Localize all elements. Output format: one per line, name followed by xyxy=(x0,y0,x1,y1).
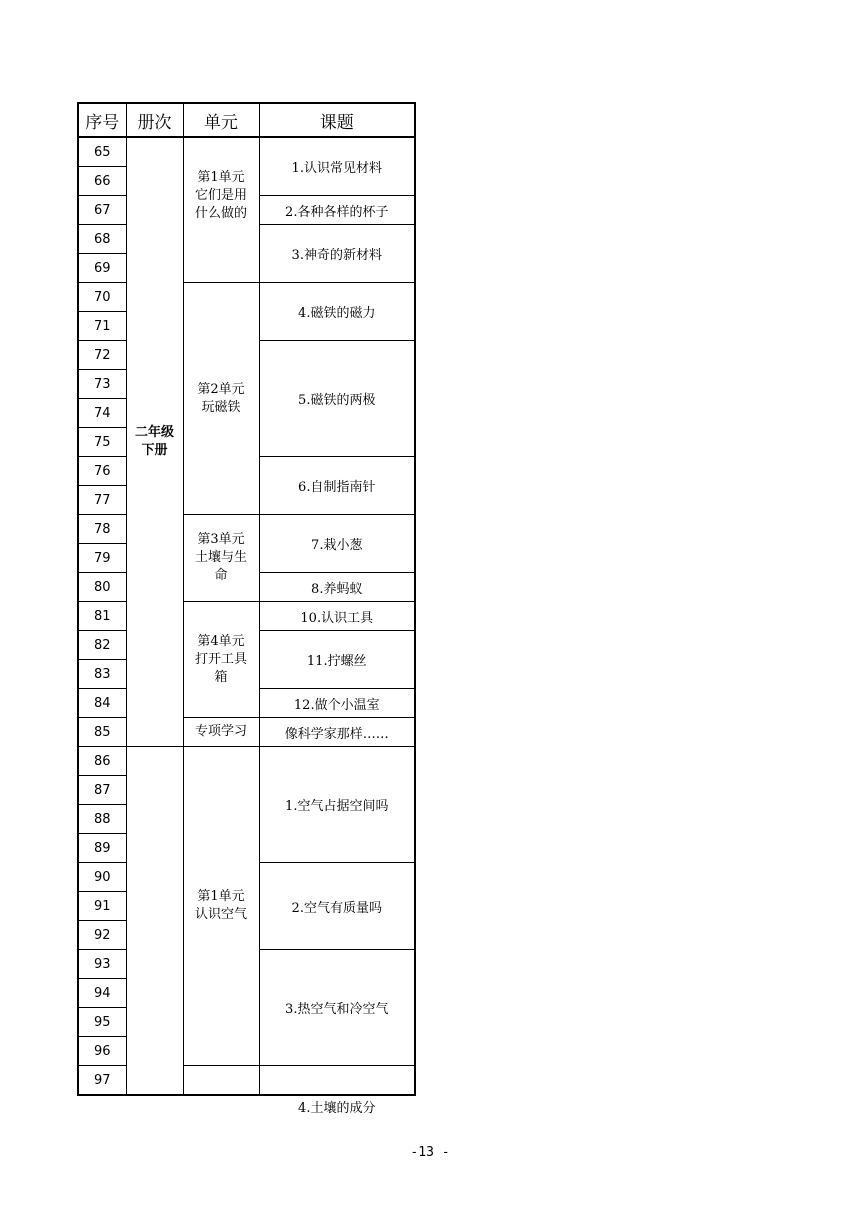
seq-cell: 76 xyxy=(78,457,126,486)
lesson-cell: 3.热空气和冷空气 xyxy=(259,950,415,1066)
volume-cell xyxy=(126,137,183,747)
page-number: -13 - xyxy=(410,1145,450,1160)
header-volume: 册次 xyxy=(126,103,183,137)
unit-cell xyxy=(183,515,259,602)
seq-cell: 95 xyxy=(78,1008,126,1037)
lesson-cell: 6.自制指南针 xyxy=(259,457,415,515)
lesson-cell: 8.养蚂蚁 xyxy=(259,573,415,602)
lesson-text-clipped: 4.土壤的成分 xyxy=(298,1100,376,1116)
seq-cell: 94 xyxy=(78,979,126,1008)
seq-cell: 83 xyxy=(78,660,126,689)
lesson-cell: 11.拧螺丝 xyxy=(259,631,415,689)
lesson-cell: 3.神奇的新材料 xyxy=(259,225,415,283)
unit-cell xyxy=(183,1066,259,1096)
unit-cell xyxy=(183,747,259,1066)
table-row xyxy=(78,747,415,776)
lesson-cell: 1.认识常见材料 xyxy=(259,137,415,196)
lesson-cell: 12.做个小温室 xyxy=(259,689,415,718)
unit-cell xyxy=(183,602,259,718)
lesson-cell xyxy=(259,1066,415,1116)
seq-cell: 74 xyxy=(78,399,126,428)
unit-text: 第1单元 它们是用 什么做的 xyxy=(194,170,247,221)
seq-cell: 68 xyxy=(78,225,126,254)
header-row xyxy=(78,103,415,137)
seq-cell: 79 xyxy=(78,544,126,573)
lesson-cell: 4.磁铁的磁力 xyxy=(259,283,415,341)
unit-cell: 专项学习 xyxy=(183,718,259,747)
table-row xyxy=(78,137,415,167)
seq-cell: 75 xyxy=(78,428,126,457)
unit-text: 第1单元 认识空气 xyxy=(194,889,247,922)
seq-cell: 71 xyxy=(78,312,126,341)
seq-cell: 92 xyxy=(78,921,126,950)
seq-cell: 89 xyxy=(78,834,126,863)
seq-cell: 69 xyxy=(78,254,126,283)
seq-cell: 66 xyxy=(78,167,126,196)
unit-text: 第4单元 打开工具 箱 xyxy=(194,633,247,685)
seq-cell: 96 xyxy=(78,1037,126,1066)
seq-cell: 86 xyxy=(78,747,126,776)
volume-cell xyxy=(126,747,183,1096)
lesson-cell: 1.空气占据空间吗 xyxy=(259,747,415,863)
unit-cell xyxy=(183,137,259,283)
seq-cell: 87 xyxy=(78,776,126,805)
seq-cell: 97 xyxy=(78,1066,126,1096)
lesson-cell: 2.各种各样的杯子 xyxy=(259,196,415,225)
lesson-cell: 5.磁铁的两极 xyxy=(259,341,415,457)
seq-cell: 81 xyxy=(78,602,126,631)
seq-cell: 72 xyxy=(78,341,126,370)
seq-cell: 70 xyxy=(78,283,126,312)
seq-cell: 91 xyxy=(78,892,126,921)
unit-text: 第3单元 土壤与生 命 xyxy=(194,532,247,583)
schedule-table-region xyxy=(77,102,414,1116)
seq-cell: 82 xyxy=(78,631,126,660)
seq-cell: 67 xyxy=(78,196,126,225)
seq-cell: 65 xyxy=(78,137,126,167)
seq-cell: 85 xyxy=(78,718,126,747)
header-unit: 单元 xyxy=(183,103,259,137)
seq-cell: 80 xyxy=(78,573,126,602)
seq-cell: 73 xyxy=(78,370,126,399)
unit-text: 第2单元 玩磁铁 xyxy=(197,381,245,415)
header-lesson: 课题 xyxy=(259,103,415,137)
seq-cell: 77 xyxy=(78,486,126,515)
lesson-cell: 2.空气有质量吗 xyxy=(259,863,415,950)
lesson-cell: 7.栽小葱 xyxy=(259,515,415,573)
lesson-cell: 像科学家那样…… xyxy=(259,718,415,747)
lesson-cell: 10.认识工具 xyxy=(259,602,415,631)
seq-cell: 88 xyxy=(78,805,126,834)
seq-cell: 78 xyxy=(78,515,126,544)
schedule-table xyxy=(77,102,416,1116)
volume-line: 二年级 下册 xyxy=(134,425,174,458)
unit-cell xyxy=(183,283,259,515)
seq-cell: 93 xyxy=(78,950,126,979)
header-seq: 序号 xyxy=(78,103,126,137)
seq-cell: 90 xyxy=(78,863,126,892)
seq-cell: 84 xyxy=(78,689,126,718)
